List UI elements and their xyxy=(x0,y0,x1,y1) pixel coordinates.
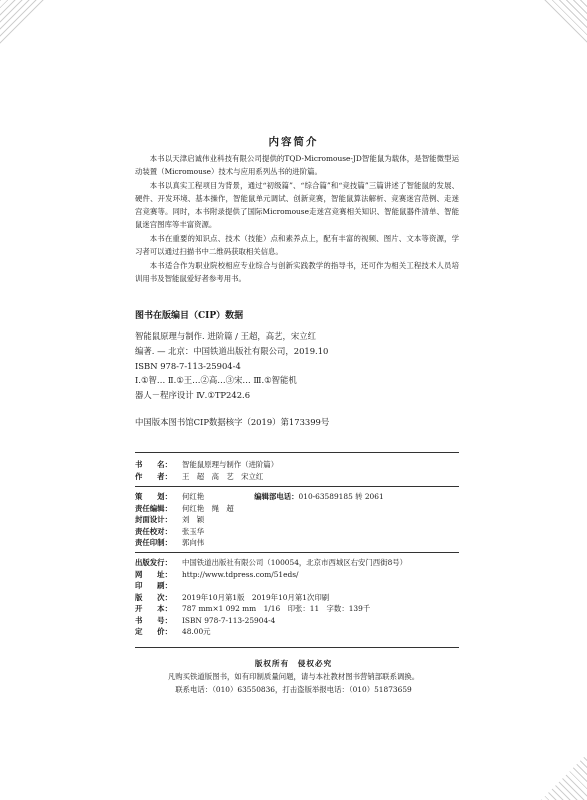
book-info xyxy=(135,459,465,482)
intro-paragraph-3: 本书在重要的知识点、技术（技能）点和素养点上，配有丰富的视频、图片、文本等资源，学习者可以通过扫描书中二维码获取相关信息。 xyxy=(135,234,459,256)
cip-line: Ⅰ.①智… Ⅱ.①王…②高…③宋… Ⅲ.①智能机 xyxy=(135,375,297,385)
printer-label: 印 刷： xyxy=(135,581,172,590)
print-manager-row xyxy=(135,537,465,549)
printer-row xyxy=(135,580,465,592)
editor-value: 何红艳 绳 超 xyxy=(182,503,234,513)
divider xyxy=(135,486,459,487)
planner-value: 何红艳 xyxy=(182,492,205,501)
isbn-row xyxy=(135,615,465,627)
corner-hatch-bottom-right xyxy=(541,754,587,800)
cip-classification xyxy=(135,373,425,403)
author-value: 王 超 高 艺 宋立红 xyxy=(182,471,264,481)
book-title-label: 书 名： xyxy=(135,460,172,469)
quality-notice: 凡购买铁道版图书，如有印制质量问题，请与本社教材图书营销部联系调换。 xyxy=(167,672,420,681)
isbn-value: ISBN 978-7-113-25904-4 xyxy=(182,615,276,625)
copyright-notice: 版权所有 侵权必究 xyxy=(254,659,333,668)
publisher-row xyxy=(135,557,465,569)
print-manager-value: 郭向伟 xyxy=(182,538,205,547)
cover-row xyxy=(135,514,465,526)
cip-title: 图书在版编目（CIP）数据 xyxy=(135,311,244,321)
cip-line: 智能鼠原理与制作. 进阶篇 / 王超，高艺，宋立红 xyxy=(135,331,316,341)
book-title-row xyxy=(135,459,465,471)
publishing-info xyxy=(135,557,465,638)
contact-phones: 联系电话：（010）63550836，打击盗版举报电话：（010）51873659 xyxy=(175,685,412,694)
price-row xyxy=(135,626,465,638)
price-value: 48.00元 xyxy=(182,627,211,636)
planner-label: 策 划： xyxy=(135,492,172,501)
intro-title: 内容简介 xyxy=(268,136,319,148)
cip-record xyxy=(135,329,425,374)
price-label: 定 价： xyxy=(135,627,172,636)
editors-info xyxy=(135,491,465,549)
print-manager-label: 责任印制： xyxy=(135,538,172,547)
intro-body xyxy=(135,152,459,286)
divider xyxy=(135,552,459,553)
book-title-value: 智能鼠原理与制作（进阶篇） xyxy=(182,460,279,469)
edition-value: 2019年10月第1版 2019年10月第1次印刷 xyxy=(182,592,330,602)
editor-row xyxy=(135,503,465,515)
cip-line: 编著. — 北京：中国铁道出版社有限公司，2019.10 xyxy=(135,346,329,356)
intro-paragraph-1: 本书以天津启诚伟业科技有限公司提供的TQD-Micromouse-JD智能鼠为载体，是智能微型运动装置（Micromouse）技术与应用系列丛书的进阶篇。 xyxy=(135,154,459,176)
publisher-label: 出版发行： xyxy=(135,558,172,567)
planner-row xyxy=(135,491,465,503)
publisher-value: 中国铁道出版社有限公司（100054，北京市西城区右安门西街8号） xyxy=(182,558,408,567)
corner-hatch-top-right xyxy=(541,0,587,46)
format-label: 开 本： xyxy=(135,604,172,613)
author-row xyxy=(135,471,465,483)
format-row xyxy=(135,603,465,615)
cover-label: 封面设计： xyxy=(135,515,172,524)
proof-row xyxy=(135,526,465,538)
divider xyxy=(135,647,459,648)
intro-paragraph-4: 本书适合作为职业院校相应专业综合与创新实践教学的指导书，还可作为相关工程技术人员培训用书及智能鼠爱好者参考用书。 xyxy=(135,261,459,283)
editor-label: 责任编辑： xyxy=(135,503,172,513)
phone-label: 编辑部电话： xyxy=(254,492,299,501)
cip-line: 器人－程序设计 Ⅳ.①TP242.6 xyxy=(135,390,251,400)
author-label: 作 者： xyxy=(135,471,172,481)
format-value: 787 mm×1 092 mm 1/16 印张：11 字数：139千 xyxy=(182,604,371,613)
cip-isbn: ISBN 978-7-113-25904-4 xyxy=(135,361,241,371)
cip-verify: 中国版本图书馆CIP数据核字（2019）第173399号 xyxy=(135,417,330,427)
edition-label: 版 次： xyxy=(135,592,172,602)
proof-label: 责任校对： xyxy=(135,526,172,536)
url-value: http://www.tdpress.com/51eds/ xyxy=(182,569,299,579)
url-label: 网 址： xyxy=(135,569,172,579)
edition-row xyxy=(135,592,465,604)
cover-value: 刘 颖 xyxy=(182,515,205,524)
intro-paragraph-2: 本书以真实工程项目为背景，通过“初级篇”、“综合篇”和“竞技篇”三篇讲述了智能鼠的发展、硬件、开发环境、基本操作，智能鼠单元调试、创新竞赛，智能鼠算法解析、竞赛迷宫范例、走迷宫竞赛等。同时，本书附录提供了国际Micromouse走迷宫竞赛相关知识、智能鼠器件清单、智能鼠迷宫图库等丰富资源。 xyxy=(135,181,459,229)
divider xyxy=(135,452,459,453)
url-row xyxy=(135,569,465,581)
isbn-label: 书 号： xyxy=(135,615,172,625)
proof-value: 张玉华 xyxy=(182,526,205,536)
phone-value: 010-63589185 转 2061 xyxy=(298,492,384,501)
corner-hatch-top-left xyxy=(0,0,46,46)
footer xyxy=(0,657,587,696)
